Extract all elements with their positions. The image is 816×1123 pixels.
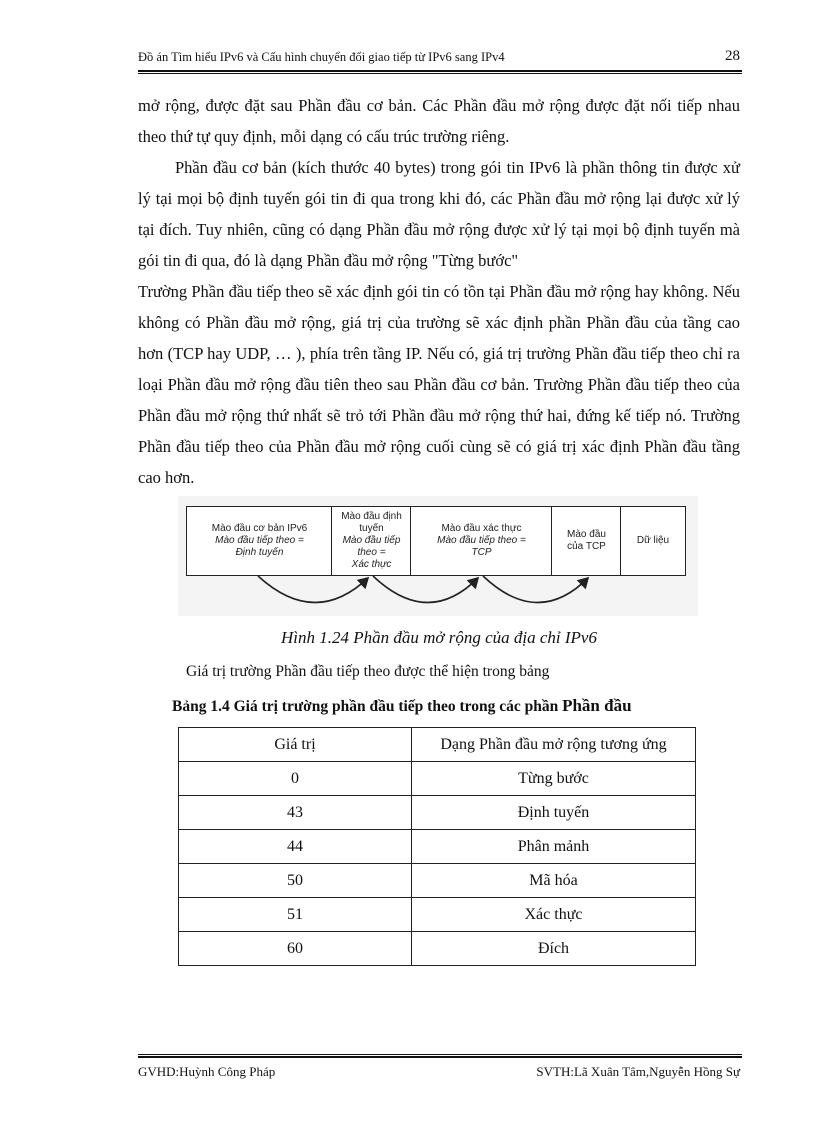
table-title-tail: Phần đầu bbox=[562, 696, 632, 715]
footer-divider bbox=[138, 1054, 742, 1058]
cell-value: 0 bbox=[179, 762, 412, 796]
figure-box-label: Mào đầu cơ bản IPv6 bbox=[211, 523, 308, 534]
paragraph-3: Trường Phần đầu tiếp theo sẽ xác định gói tin có tồn tại Phần đầu mở rộng hay không. Nếu không có Phần đầu mở rộng, giá trị của trường sẽ xác định phần Phần đầu của tầng cao hơn (TCP hay UDP, … ), phía trên tầng IP. Nếu có, giá trị trường Phần đầu tiếp theo chỉ ra loại Phần đầu mở rộng đầu tiên theo sau Phần đầu cơ bản. Trường Phần đầu tiếp theo của Phần đầu mở rộng thứ nhất sẽ trỏ tới Phần đầu mở rộng thứ hai, đứng kế tiếp nó. Trường Phần đầu tiếp theo của Phần đầu mở rộng cuối cùng sẽ có giá trị xác định Phần đầu tầng cao hơn. bbox=[138, 282, 740, 487]
cell-type: Định tuyến bbox=[412, 796, 696, 830]
page-header bbox=[138, 48, 740, 70]
table-title-main: Bảng 1.4 Giá trị trường phần đầu tiếp theo trong các phần bbox=[172, 698, 559, 715]
cell-value: 60 bbox=[179, 932, 412, 966]
table-intro-note: Giá trị trường Phần đầu tiếp theo được thể hiện trong bảng bbox=[186, 663, 550, 680]
cell-type: Đích bbox=[412, 932, 696, 966]
arrow-basic-to-routing bbox=[258, 576, 368, 603]
cell-value: 51 bbox=[179, 898, 412, 932]
paragraph-2: Phần đầu cơ bản (kích thước 40 bytes) trong gói tin IPv6 là phần thông tin được xử lý tại mọi bộ định tuyến gói tin đi qua trong khi đó, các Phần đầu mở rộng lại được xử lý tại đích. Tuy nhiên, cũng có dạng Phần đầu mở rộng được xử lý tại mọi bộ định tuyến mà gói tin đi qua, đó là dạng Phần đầu mở rộng "Từng bước" bbox=[138, 158, 740, 270]
cell-value: 50 bbox=[179, 864, 412, 898]
cell-type: Mã hóa bbox=[412, 864, 696, 898]
table-header-row bbox=[179, 728, 696, 762]
table-row bbox=[179, 796, 696, 830]
document-title: Đồ án Tìm hiểu IPv6 và Cấu hình chuyển đổi giao tiếp từ IPv6 sang IPv4 bbox=[138, 50, 505, 64]
figure-box-label: Mào đầu tiếp theo = bbox=[215, 535, 304, 546]
column-header-value: Giá trị bbox=[179, 728, 412, 762]
figure-box-label: Dữ liệu bbox=[636, 535, 670, 546]
table-row bbox=[179, 830, 696, 864]
figure-box-label: Mào đầu tiếp theo = bbox=[437, 535, 526, 546]
page-number: 28 bbox=[725, 48, 740, 64]
figure-box-label: Mào đầu xác thực bbox=[441, 523, 522, 534]
figure-box-label: TCP bbox=[471, 547, 492, 558]
arrow-routing-to-auth bbox=[373, 576, 478, 603]
cell-type: Phân mảnh bbox=[412, 830, 696, 864]
cell-type: Xác thực bbox=[412, 898, 696, 932]
figure-arrows bbox=[178, 496, 698, 616]
figure-caption: Hình 1.24 Phần đầu mở rộng của địa chỉ IPv6 bbox=[281, 628, 597, 647]
column-header-type: Dạng Phần đầu mở rộng tương ứng bbox=[412, 728, 696, 762]
next-header-values-table bbox=[178, 727, 696, 966]
figure-box-label: của TCP bbox=[567, 541, 606, 552]
table-row bbox=[179, 762, 696, 796]
paragraph-1: mở rộng, được đặt sau Phần đầu cơ bản. Các Phần đầu mở rộng được đặt nối tiếp nhau theo thứ tự quy định, mỗi dạng có cấu trúc trường riêng. bbox=[138, 96, 740, 146]
table-row bbox=[179, 932, 696, 966]
header-divider bbox=[138, 70, 742, 74]
figure-box-label: Mào đầu tiếp theo = bbox=[342, 535, 401, 558]
footer-advisor: GVHD:Huỳnh Công Pháp bbox=[138, 1064, 276, 1079]
figure-box-label: Định tuyến bbox=[235, 547, 284, 558]
cell-value: 43 bbox=[179, 796, 412, 830]
table-title bbox=[172, 696, 632, 716]
figure-box-label: Xác thực bbox=[351, 559, 392, 570]
figure-box-label: Mào đầu bbox=[567, 529, 606, 540]
table-row bbox=[179, 898, 696, 932]
extension-header-figure bbox=[178, 496, 698, 616]
cell-value: 44 bbox=[179, 830, 412, 864]
cell-type: Từng bước bbox=[412, 762, 696, 796]
arrow-auth-to-tcp bbox=[483, 576, 588, 603]
table-row bbox=[179, 864, 696, 898]
figure-box-label: Mào đầu định tuyến bbox=[341, 511, 402, 534]
footer-students: SVTH:Lã Xuân Tâm,Nguyễn Hồng Sự bbox=[536, 1064, 740, 1079]
